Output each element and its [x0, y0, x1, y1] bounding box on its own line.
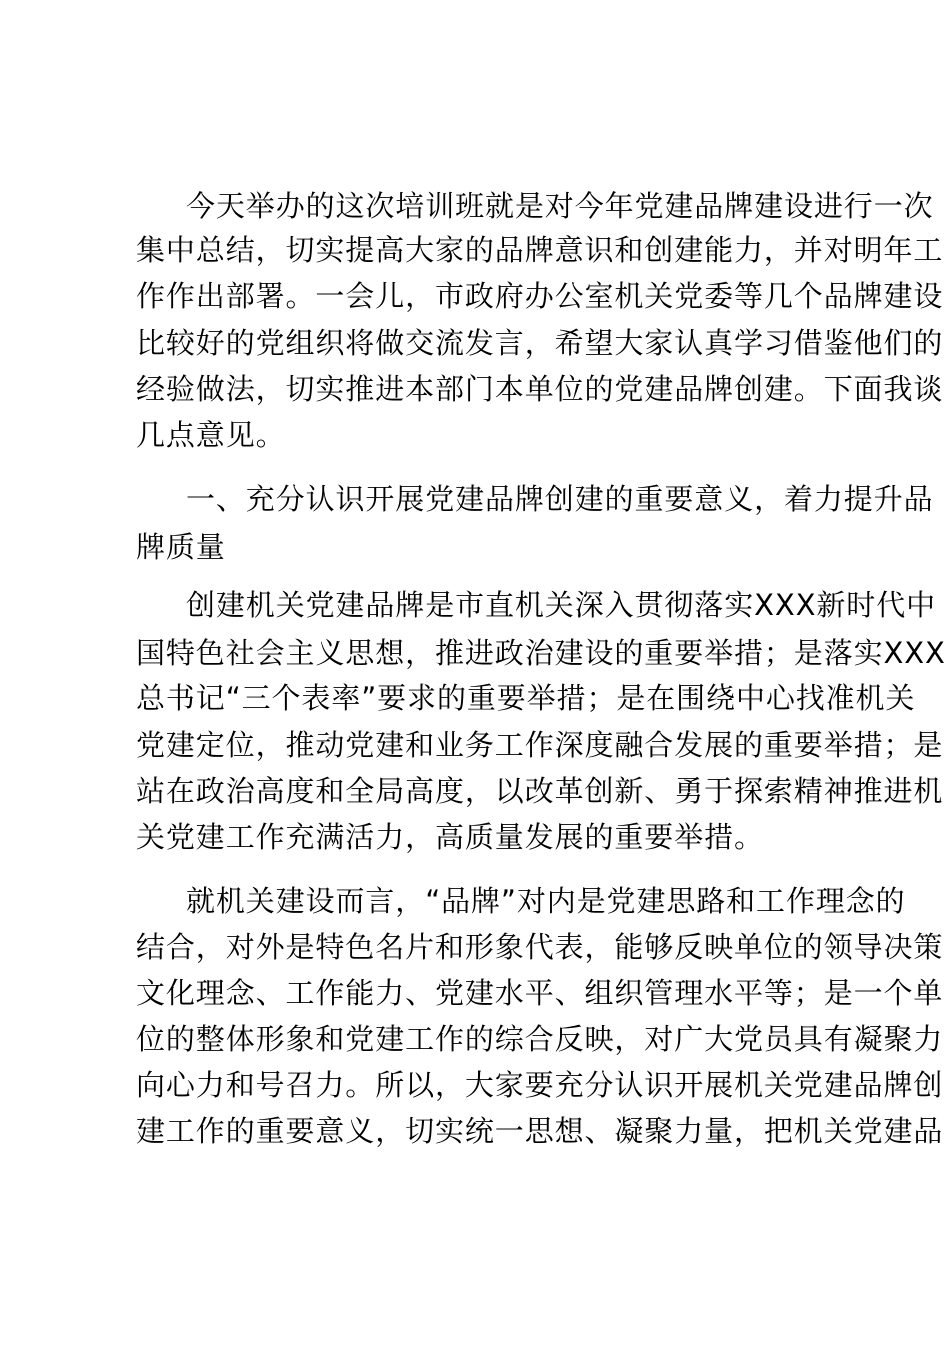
paragraph-intro-line-1: 今天举办的这次培训班就是对今年党建品牌建设进行一次: [186, 189, 934, 223]
paragraph-2-line-4: 党建定位，推动党建和业务工作深度融合发展的重要举措；是: [136, 728, 944, 762]
paragraph-2-line-2: 国特色社会主义思想，推进政治建设的重要举措；是落实XXX: [136, 636, 946, 670]
section-heading-line-1: 一、充分认识开展党建品牌创建的重要意义，着力提升品: [186, 482, 934, 516]
paragraph-intro-line-6: 几点意见。: [136, 418, 286, 452]
paragraph-2-line-3: 总书记“三个表率”要求的重要举措；是在围绕中心找准机关: [136, 681, 916, 715]
paragraph-intro-line-5: 经验做法，切实推进本部门本单位的党建品牌创建。下面我谈: [136, 372, 944, 406]
paragraph-intro-line-4: 比较好的党组织将做交流发言，希望大家认真学习借鉴他们的: [136, 326, 944, 360]
paragraph-intro-line-3: 作作出部署。一会儿，市政府办公室机关党委等几个品牌建设: [136, 279, 944, 313]
paragraph-3-line-1: 就机关建设而言，“品牌”对内是党建思路和工作理念的: [186, 884, 906, 918]
paragraph-3-line-2: 结合，对外是特色名片和形象代表，能够反映单位的领导决策: [136, 930, 944, 964]
paragraph-2-line-1: 创建机关党建品牌是市直机关深入贯彻落实XXX新时代中: [186, 588, 937, 622]
paragraph-3-line-6: 建工作的重要意义，切实统一思想、凝聚力量，把机关党建品: [136, 1114, 944, 1148]
paragraph-intro-line-2: 集中总结，切实提高大家的品牌意识和创建能力，并对明年工: [136, 233, 944, 267]
paragraph-3-line-5: 向心力和号召力。所以，大家要充分认识开展机关党建品牌创: [136, 1068, 944, 1102]
paragraph-3-line-4: 位的整体形象和党建工作的综合反映，对广大党员具有凝聚力: [136, 1022, 944, 1056]
paragraph-2-line-5: 站在政治高度和全局高度，以改革创新、勇于探索精神推进机: [136, 774, 944, 808]
paragraph-2-line-6: 关党建工作充满活力，高质量发展的重要举措。: [136, 820, 764, 854]
paragraph-3-line-3: 文化理念、工作能力、党建水平、组织管理水平等；是一个单: [136, 976, 944, 1010]
section-heading-line-2: 牌质量: [136, 530, 226, 564]
